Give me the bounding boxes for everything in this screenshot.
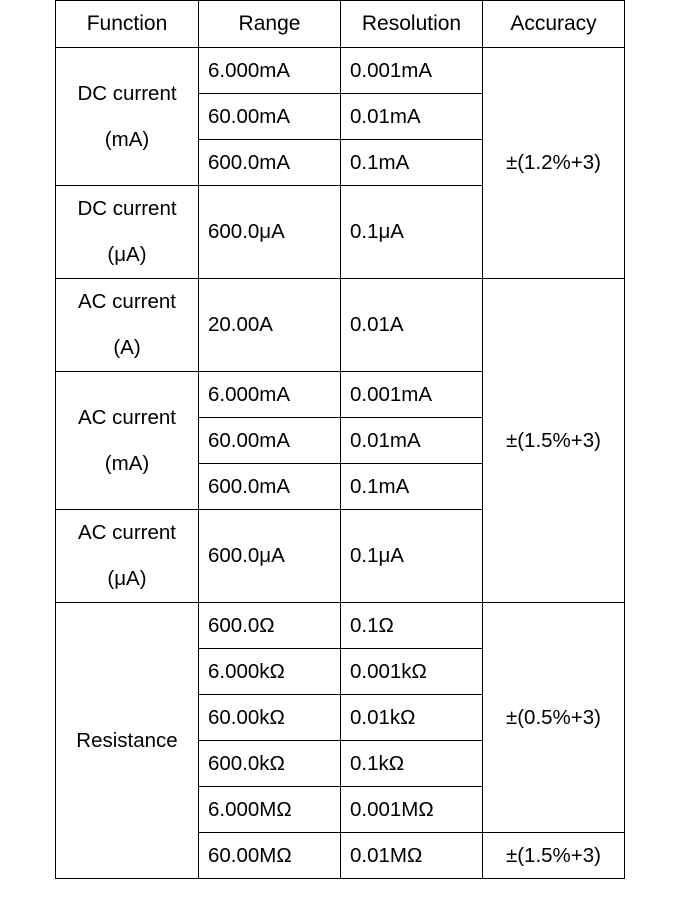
header-accuracy: Accuracy: [483, 1, 625, 48]
resolution-cell: 0.1μA: [341, 510, 483, 603]
range-cell: 600.0Ω: [199, 603, 341, 649]
function-cell-ac-ma: [56, 372, 199, 510]
resolution-cell: 0.1μA: [341, 186, 483, 279]
accuracy-cell-dc: ±(1.2%+3): [483, 48, 625, 279]
table-row: [56, 603, 625, 649]
range-cell: 6.000mA: [199, 372, 341, 418]
resolution-cell: 0.01mA: [341, 418, 483, 464]
header-function: Function: [56, 1, 199, 48]
function-label: Resistance: [76, 728, 178, 752]
resolution-cell: 0.01MΩ: [341, 833, 483, 879]
spec-table: [55, 0, 625, 879]
function-unit: (μA): [107, 243, 147, 266]
table-row: [56, 279, 625, 372]
function-label: AC current: [78, 405, 176, 429]
resolution-cell: 0.001mA: [341, 372, 483, 418]
resolution-cell: 0.001mA: [341, 48, 483, 94]
function-cell-resistance: [56, 603, 199, 879]
range-cell: 6.000mA: [199, 48, 341, 94]
function-cell-dc-ma: [56, 48, 199, 186]
function-cell-ac-a: [56, 279, 199, 372]
range-cell: 600.0μA: [199, 186, 341, 279]
range-cell: 600.0μA: [199, 510, 341, 603]
range-cell: 600.0mA: [199, 140, 341, 186]
accuracy-cell-ac: ±(1.5%+3): [483, 279, 625, 603]
table-row: [56, 48, 625, 94]
range-cell: 20.00A: [199, 279, 341, 372]
range-cell: 60.00MΩ: [199, 833, 341, 879]
resolution-cell: 0.1Ω: [341, 603, 483, 649]
resolution-cell: 0.001kΩ: [341, 649, 483, 695]
function-label: AC current: [78, 521, 176, 544]
function-unit: (A): [113, 336, 141, 359]
function-label: AC current: [78, 290, 176, 313]
accuracy-cell-resistance: ±(0.5%+3): [483, 603, 625, 833]
range-cell: 6.000kΩ: [199, 649, 341, 695]
resolution-cell: 0.1kΩ: [341, 741, 483, 787]
range-cell: 60.00mA: [199, 418, 341, 464]
resolution-cell: 0.01mA: [341, 94, 483, 140]
accuracy-cell-resistance-high: ±(1.5%+3): [483, 833, 625, 879]
resolution-cell: 0.001MΩ: [341, 787, 483, 833]
range-cell: 60.00mA: [199, 94, 341, 140]
range-cell: 60.00kΩ: [199, 695, 341, 741]
resolution-cell: 0.1mA: [341, 464, 483, 510]
resolution-cell: 0.01kΩ: [341, 695, 483, 741]
range-cell: 600.0mA: [199, 464, 341, 510]
function-cell-ac-ua: [56, 510, 199, 603]
function-unit: (μA): [107, 567, 147, 590]
range-cell: 6.000MΩ: [199, 787, 341, 833]
header-resolution: Resolution: [341, 1, 483, 48]
function-label: DC current: [77, 197, 177, 220]
header-row: [56, 1, 625, 48]
function-cell-dc-ua: [56, 186, 199, 279]
function-unit: (mA): [104, 451, 150, 475]
function-unit: (mA): [104, 127, 150, 151]
header-range: Range: [199, 1, 341, 48]
range-cell: 600.0kΩ: [199, 741, 341, 787]
function-label: DC current: [77, 81, 177, 105]
resolution-cell: 0.01A: [341, 279, 483, 372]
resolution-cell: 0.1mA: [341, 140, 483, 186]
